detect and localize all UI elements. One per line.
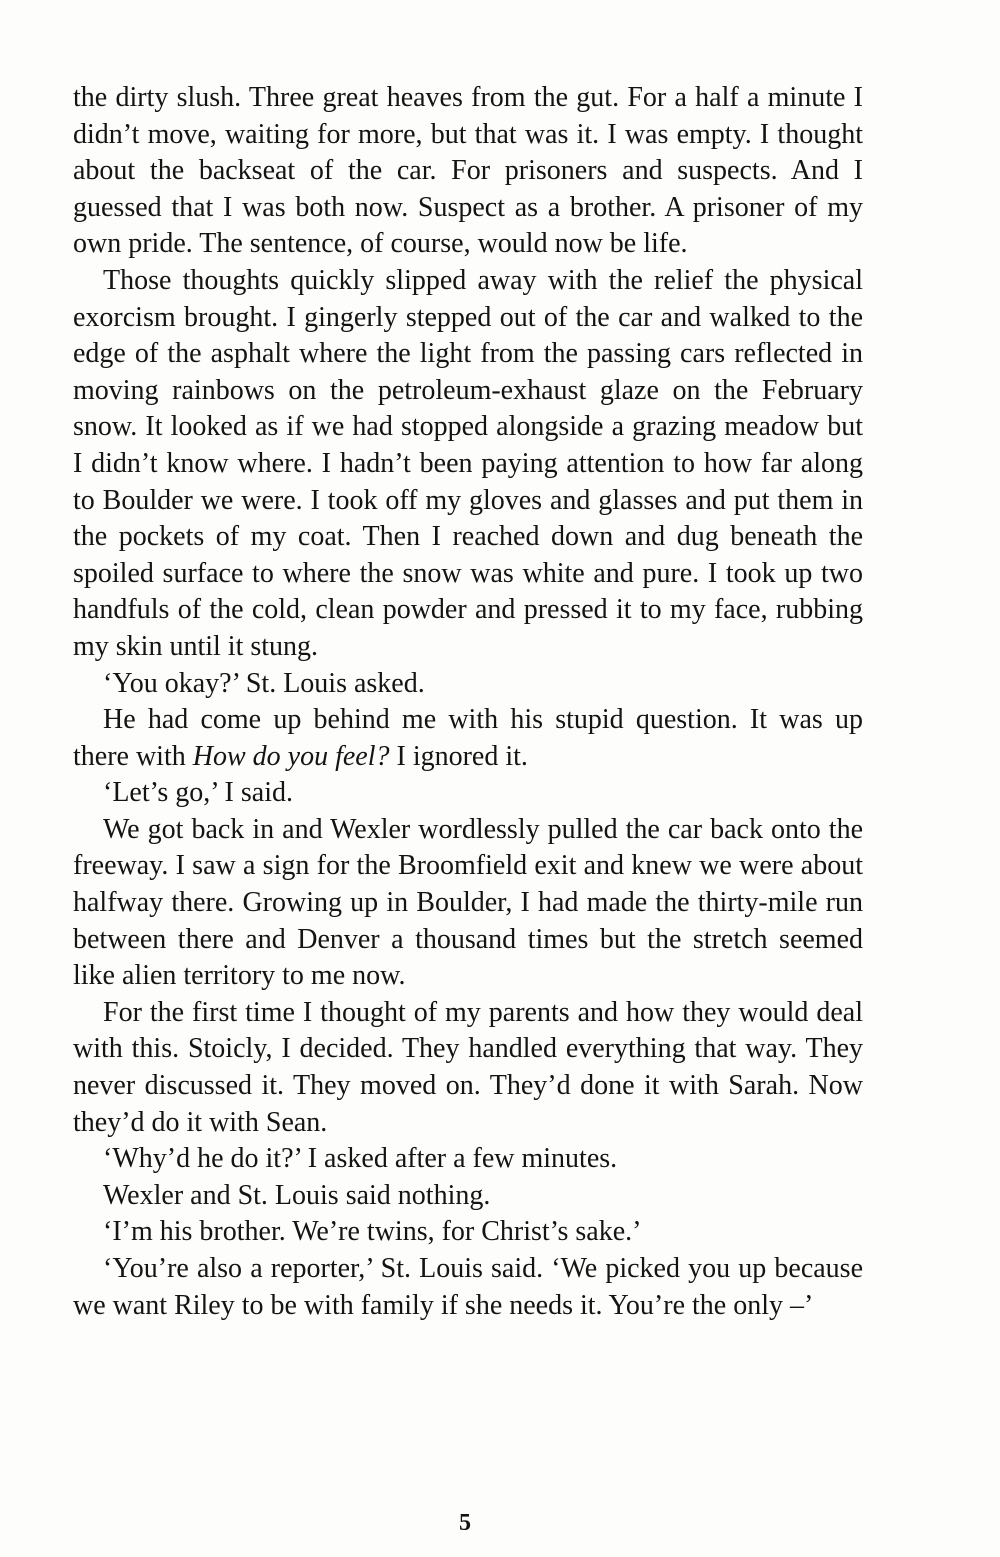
paragraph: He had come up behind me with his stupid question. It was up there with How do you feel? I ignored it. [73, 704, 863, 772]
dialogue-line: ‘You okay?’ St. Louis asked. [103, 667, 425, 699]
body-text [73, 80, 863, 1324]
paragraph: Those thoughts quickly slipped away with the relief the physical exorcism brought. I gingerly stepped out of the car and walked to the edge of the asphalt where the light from the passing cars reflected in moving rainbows on the petroleum-exhaust glaze on the February snow. It looked as if we had stopped alongside a grazing meadow but I didn’t know where. I hadn’t been paying attention to how far along to Boulder we were. I took off my gloves and glasses and put them in the pockets of my coat. Then I reached down and dug beneath the spoiled surface to where the snow was white and pure. I took up two handfuls of the cold, clean powder and pressed it to my face, rubbing my skin until it stung. [73, 264, 863, 662]
dialogue-line: ‘You’re also a reporter,’ St. Louis said. ‘We picked you up because we want Riley to be with family if she needs it. You’re the only –’ [73, 1253, 863, 1321]
paragraph: Wexler and St. Louis said nothing. [103, 1179, 491, 1211]
paragraph: the dirty slush. Three great heaves from the gut. For a half a minute I didn’t move, waiting for more, but that was it. I was empty. I thought about the backseat of the car. For prisoners and suspects. And I guessed that I was both now. Suspect as a brother. A prisoner of my own pride. The sentence, of course, would now be life. [73, 82, 863, 260]
paragraph: We got back in and Wexler wordlessly pulled the car back onto the freeway. I saw a sign for the Broomfield exit and knew we were about halfway there. Growing up in Boulder, I had made the thirty-mile run between there and Denver a thousand times but the stretch seemed like alien territory to me now. [73, 813, 863, 992]
page-number: 5 [459, 1510, 471, 1536]
italic-phrase: How do you feel? [192, 740, 390, 772]
dialogue-line: ‘I’m his brother. We’re twins, for Christ’s sake.’ [103, 1216, 642, 1248]
paragraph: For the first time I thought of my parents and how they would deal with this. Stoicly, I decided. They handled everything that way. They never discussed it. They moved on. They’d done it with Sarah. Now they’d do it with Sean. [73, 996, 863, 1138]
dialogue-line: ‘Let’s go,’ I said. [103, 777, 293, 809]
dialogue-line: ‘Why’d he do it?’ I asked after a few minutes. [103, 1143, 618, 1175]
